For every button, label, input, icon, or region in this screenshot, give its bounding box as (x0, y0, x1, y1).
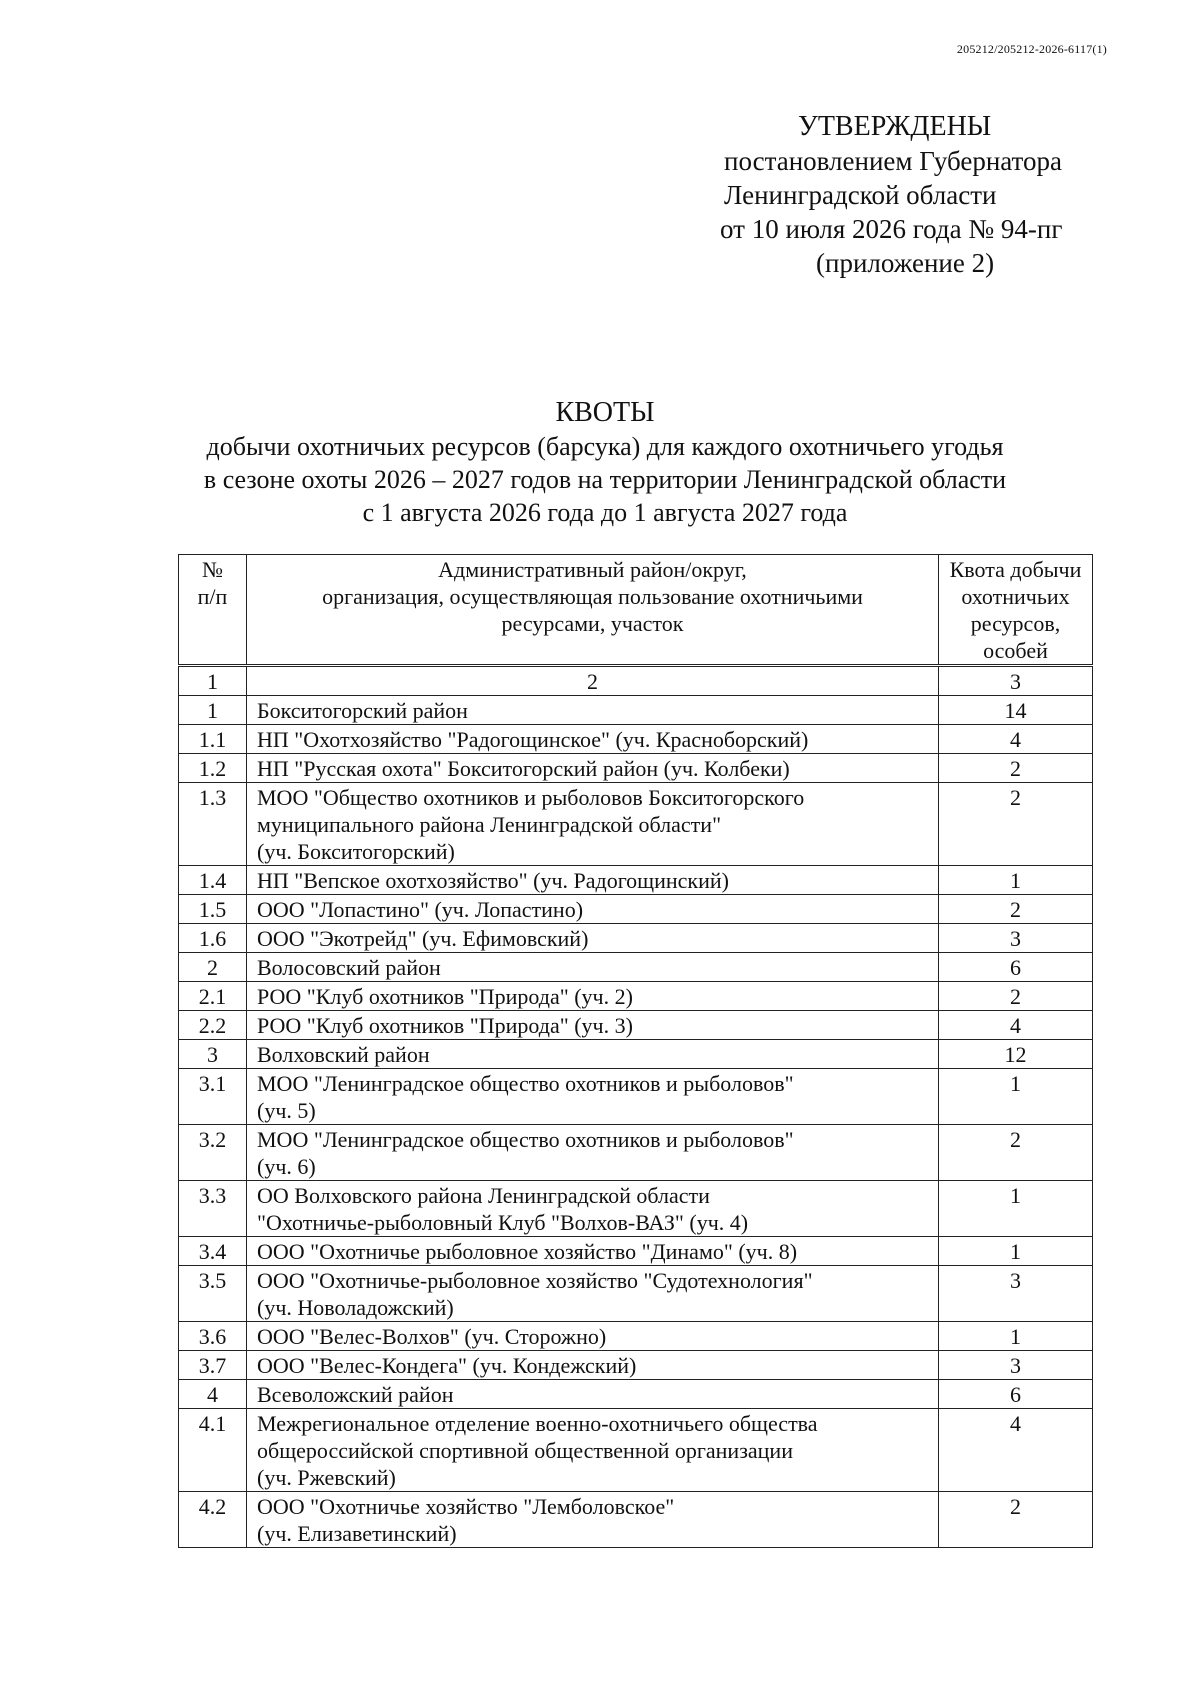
row-organization (247, 1492, 939, 1548)
row-quota: 1 (939, 1181, 1093, 1237)
row-organization-line: (уч. Новоладожский) (257, 1295, 454, 1320)
row-number: 2 (179, 953, 247, 982)
row-number: 3.2 (179, 1125, 247, 1181)
row-number: 3.3 (179, 1181, 247, 1237)
row-organization-line: ООО "Охотничье рыболовное хозяйство "Динамо" (уч. 8) (257, 1239, 798, 1264)
row-organization-line: ООО "Лопастино" (уч. Лопастино) (257, 897, 584, 922)
row-quota: 3 (939, 1351, 1093, 1380)
row-quota: 2 (939, 982, 1093, 1011)
table-row (179, 982, 1093, 1011)
row-organization-line: ООО "Экотрейд" (уч. Ефимовский) (257, 926, 589, 951)
row-organization (247, 754, 939, 783)
table-row (179, 924, 1093, 953)
row-organization-line: (уч. Бокситогорский) (257, 839, 455, 864)
row-number: 3.1 (179, 1069, 247, 1125)
row-organization (247, 1351, 939, 1380)
row-organization (247, 1011, 939, 1040)
row-organization-line: ООО "Охотничье хозяйство "Лемболовское" (257, 1494, 675, 1519)
header-quota: Квота добычи охотничьих ресурсов, особей (939, 555, 1093, 666)
column-number: 3 (939, 666, 1093, 696)
row-number: 4 (179, 1380, 247, 1409)
table-row (179, 1011, 1093, 1040)
row-organization (247, 1181, 939, 1237)
table-row (179, 754, 1093, 783)
table-row (179, 1351, 1093, 1380)
table-row (179, 1380, 1093, 1409)
row-organization-line: НП "Вепское охотхозяйство" (уч. Радогощинский) (257, 868, 729, 893)
row-number: 1.1 (179, 725, 247, 754)
row-organization (247, 1409, 939, 1492)
row-organization-line: ООО "Велес-Волхов" (уч. Сторожно) (257, 1324, 607, 1349)
table-row (179, 1237, 1093, 1266)
table-row (179, 1322, 1093, 1351)
row-number: 4.2 (179, 1492, 247, 1548)
table-row (179, 1069, 1093, 1125)
row-number: 3.5 (179, 1266, 247, 1322)
row-organization (247, 953, 939, 982)
row-number: 1.5 (179, 895, 247, 924)
row-quota: 1 (939, 1069, 1093, 1125)
row-quota: 3 (939, 924, 1093, 953)
row-number: 3.6 (179, 1322, 247, 1351)
row-organization-line: ОО Волховского района Ленинградской области (257, 1183, 710, 1208)
row-organization (247, 1040, 939, 1069)
row-quota: 1 (939, 866, 1093, 895)
approval-block (700, 110, 1100, 280)
row-number: 3.4 (179, 1237, 247, 1266)
document-subtitle-line: с 1 августа 2026 года до 1 августа 2027 года (362, 498, 848, 527)
row-number: 3.7 (179, 1351, 247, 1380)
row-organization-line: Межрегиональное отделение военно-охотничьего общества (257, 1411, 818, 1436)
table-row (179, 1409, 1093, 1492)
table-row (179, 1040, 1093, 1069)
row-quota: 12 (939, 1040, 1093, 1069)
row-organization-line: ООО "Велес-Кондега" (уч. Кондежский) (257, 1353, 637, 1378)
row-organization-line: (уч. 6) (257, 1154, 316, 1179)
quota-table (178, 554, 1093, 1548)
row-quota: 4 (939, 1409, 1093, 1492)
row-organization (247, 725, 939, 754)
row-organization (247, 982, 939, 1011)
row-quota: 2 (939, 1492, 1093, 1548)
row-quota: 6 (939, 953, 1093, 982)
header-num: № п/п (179, 555, 247, 666)
row-organization-line: Волховский район (257, 1042, 430, 1067)
row-organization-line: (уч. 5) (257, 1098, 316, 1123)
row-organization-line: НП "Охотхозяйство "Радогощинское" (уч. Красноборский) (257, 727, 809, 752)
row-organization-line: НП "Русская охота" Бокситогорский район (уч. Колбеки) (257, 756, 790, 781)
row-quota: 4 (939, 1011, 1093, 1040)
row-organization (247, 1069, 939, 1125)
approval-appendix-line: (приложение 2) (816, 248, 995, 278)
row-organization-line: (уч. Ржевский) (257, 1465, 396, 1490)
row-organization-line: РОО "Клуб охотников "Природа" (уч. 2) (257, 984, 633, 1009)
row-quota: 2 (939, 783, 1093, 866)
table-row (179, 953, 1093, 982)
row-quota: 2 (939, 754, 1093, 783)
row-organization-line: МОО "Ленинградское общество охотников и рыболовов" (257, 1127, 794, 1152)
row-number: 1 (179, 696, 247, 725)
row-organization-line: Всеволожский район (257, 1382, 454, 1407)
row-number: 4.1 (179, 1409, 247, 1492)
approval-line: постановлением Губернатора (724, 146, 1062, 176)
table-row (179, 1125, 1093, 1181)
row-organization-line: общероссийской спортивной общественной организации (257, 1438, 793, 1463)
document-title-block (150, 396, 1060, 529)
document-subtitle-line: в сезоне охоты 2026 – 2027 годов на территории Ленинградской области (203, 465, 1007, 494)
row-organization (247, 1237, 939, 1266)
row-quota: 1 (939, 1322, 1093, 1351)
row-number: 1.6 (179, 924, 247, 953)
table-row (179, 696, 1093, 725)
document-subtitle-line: добычи охотничьих ресурсов (барсука) для каждого охотничьего угодья (206, 432, 1004, 461)
row-organization-line: "Охотничье-рыболовный Клуб "Волхов-ВАЗ" (уч. 4) (257, 1210, 749, 1235)
row-organization-line: МОО "Ленинградское общество охотников и рыболовов" (257, 1071, 794, 1096)
row-organization (247, 696, 939, 725)
row-organization (247, 783, 939, 866)
column-number: 2 (247, 666, 939, 696)
row-quota: 1 (939, 1237, 1093, 1266)
table-row (179, 1181, 1093, 1237)
column-number: 1 (179, 666, 247, 696)
table-row (179, 895, 1093, 924)
approval-title: УТВЕРЖДЕНЫ (798, 111, 992, 142)
row-organization-line: (уч. Елизаветинский) (257, 1521, 457, 1546)
header-name: Административный район/округ, организация, осуществляющая пользование охотничьими ресурсами, участок (247, 555, 939, 666)
row-number: 1.4 (179, 866, 247, 895)
row-organization (247, 1125, 939, 1181)
row-quota: 6 (939, 1380, 1093, 1409)
row-organization-line: муниципального района Ленинградской области" (257, 812, 722, 837)
document-id: 205212/205212-2026-6117(1) (956, 42, 1107, 56)
row-organization (247, 1266, 939, 1322)
row-organization (247, 1322, 939, 1351)
row-organization-line: РОО "Клуб охотников "Природа" (уч. 3) (257, 1013, 633, 1038)
row-quota: 4 (939, 725, 1093, 754)
row-organization (247, 924, 939, 953)
row-organization-line: МОО "Общество охотников и рыболовов Бокситогорского (257, 785, 805, 810)
table-row (179, 725, 1093, 754)
row-number: 2.2 (179, 1011, 247, 1040)
row-organization-line: Бокситогорский район (257, 698, 468, 723)
row-organization-line: ООО "Охотничье-рыболовное хозяйство "Судотехнология" (257, 1268, 813, 1293)
table-row (179, 1266, 1093, 1322)
row-organization-line: Волосовский район (257, 955, 441, 980)
row-organization (247, 895, 939, 924)
row-quota: 3 (939, 1266, 1093, 1322)
row-quota: 2 (939, 895, 1093, 924)
row-number: 1.2 (179, 754, 247, 783)
table-row (179, 783, 1093, 866)
row-organization (247, 1380, 939, 1409)
row-organization (247, 866, 939, 895)
table-row (179, 866, 1093, 895)
column-number-row (179, 666, 1093, 696)
table-header-row (179, 555, 1093, 666)
approval-line: Ленинградской области (724, 180, 997, 210)
approval-date-line: от 10 июля 2026 года № 94-пг (720, 214, 1063, 244)
row-quota: 14 (939, 696, 1093, 725)
document-title: КВОТЫ (555, 397, 655, 428)
row-number: 2.1 (179, 982, 247, 1011)
row-quota: 2 (939, 1125, 1093, 1181)
row-number: 3 (179, 1040, 247, 1069)
row-number: 1.3 (179, 783, 247, 866)
table-row (179, 1492, 1093, 1548)
